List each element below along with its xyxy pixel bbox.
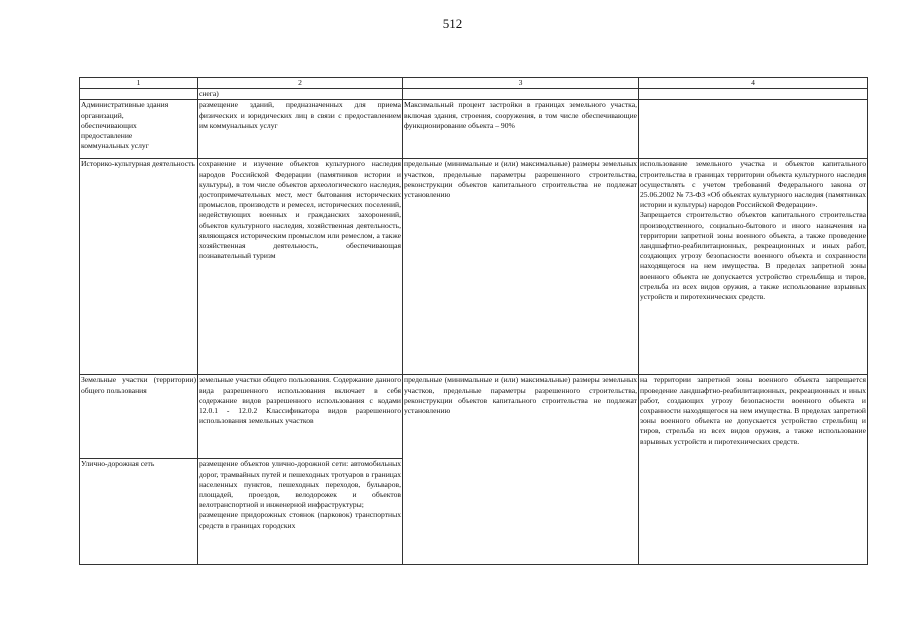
- header-cell: 2: [198, 78, 403, 89]
- table-cell: Максимальный процент застройки в границах земельного участка, включая здания, строения, сооружения, в том числе обеспечивающие функционирование объекта – 90%: [403, 100, 639, 159]
- table-cell: Административные здания организаций, обеспечивающих предоставление коммунальных услуг: [80, 100, 198, 159]
- table-cell: предельные (минимальные и (или) максимальные) размеры земельных участков, предельные параметры разрешенного строительства, реконструкции объектов капитального строительства не подлежат установлению: [403, 159, 639, 375]
- table-header-row: [80, 78, 868, 89]
- header-cell: 4: [639, 78, 868, 89]
- table-cell: [80, 89, 198, 100]
- header-cell: 3: [403, 78, 639, 89]
- regulation-table: [79, 77, 868, 565]
- table-cell: предельные (минимальные и (или) максимальные) размеры земельных участков, предельные параметры разрешенного строительства, реконструкции объектов капитального строительства не подлежат установлению: [403, 375, 639, 565]
- table-cell: Улично-дорожная сеть: [80, 459, 198, 565]
- table-row: [80, 100, 868, 159]
- table-cell: [403, 89, 639, 100]
- table-cell: сохранение и изучение объектов культурного наследия народов Российской Федерации (памятников истории и культуры), в том числе объектов археологического наследия, достопримечательных мест, мест бытования исторических промыслов, производств и ремесел, исторических поселений, недействующих военных и гражданских захоронений, объектов культурного наследия, хозяйственная деятельность, являющаяся историческим промыслом или ремеслом, а также хозяйственная деятельность, обеспечивающая познавательный туризм: [198, 159, 403, 375]
- table-row: [80, 375, 868, 459]
- table-cell: земельные участки общего пользования. Содержание данного вида разрешенного использования включает в себя содержание видов разрешенного использования с кодами 12.0.1 - 12.0.2 Классификатора видов разрешенного использования земельных участков: [198, 375, 403, 459]
- cell-paragraph: Запрещается строительство объектов капитального строительства производственного, социально-бытового и иного назначения на территории запретной зоны военного объекта, а также проведение ландшафтно-реабилитационных, рекреационных и иных работ, создающих угрозу безопасности военного объекта и сохранности находящегося на нем имущества. В пределах запретной зоны военного объекта не допускается устройство стрельбища и тиров, стрельба из всех видов оружия, а также использование взрывных устройств и пиротехнических средств.: [640, 210, 866, 302]
- table-cell: [198, 459, 403, 565]
- table-cell: снега): [198, 89, 403, 100]
- table-cell: Историко-культурная деятельность: [80, 159, 198, 375]
- cell-paragraph: размещение придорожных стоянок (парковок) транспортных средств в границах городских: [199, 510, 401, 530]
- cell-paragraph: размещение объектов улично-дорожной сети: автомобильных дорог, трамвайных путей и пешеходных тротуаров в границах населенных пунктов, пешеходных переходов, бульваров, площадей, проездов, велодорожек и объектов велотранспортной и инженерной инфраструктуры;: [199, 459, 401, 510]
- table-cell: [639, 100, 868, 159]
- page-number: 512: [442, 16, 463, 31]
- table-cell: размещение зданий, предназначенных для приема физических и юридических лиц в связи с предоставлением им коммунальных услуг: [198, 100, 403, 159]
- table-cell: на территории запретной зоны военного объекта запрещается проведение ландшафтно-реабилитационных, рекреационных и иных работ, создающих угрозу безопасности военного объекта и сохранности находящегося на нем имущества. В пределах запретной зоны военного объекта не допускается устройство стрельбищ и тиров, стрельба из всех видов оружия, а также использование взрывных устройств и пиротехнических средств.: [639, 375, 868, 565]
- table-cell: [639, 159, 868, 375]
- table-row: [80, 159, 868, 375]
- table-row: [80, 89, 868, 100]
- cell-paragraph: использование земельного участка и объектов капитального строительства в границах территории объекта культурного наследия осуществлять с учетом требований Федерального закона от 25.06.2002 № 73-ФЗ «Об объектах культурного наследия (памятниках истории и культуры) народов Российской Федерации».: [640, 159, 866, 210]
- header-cell: 1: [80, 78, 198, 89]
- table-cell: [639, 89, 868, 100]
- table-cell: Земельные участки (территории) общего пользования: [80, 375, 198, 459]
